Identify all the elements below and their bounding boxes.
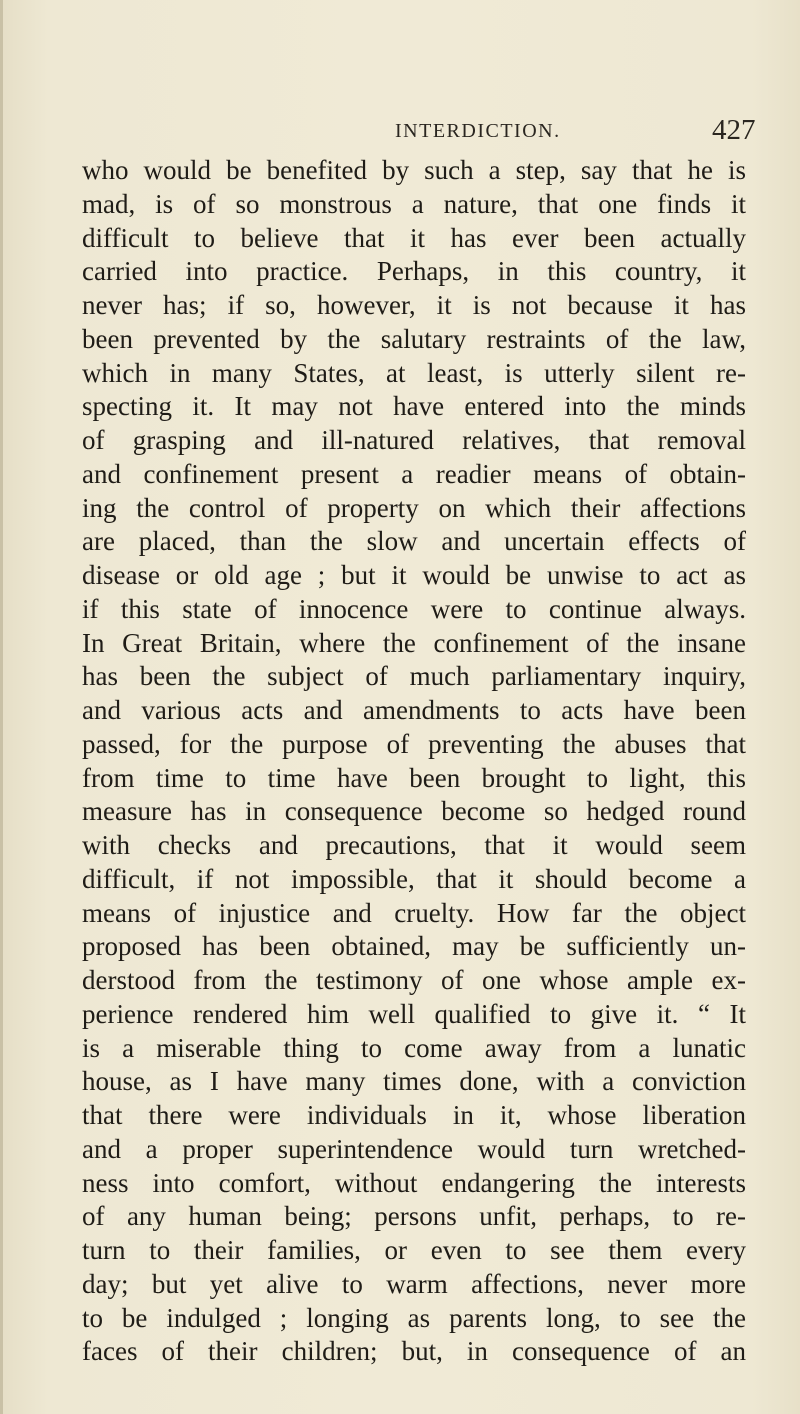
page-number: 427 — [712, 114, 756, 146]
text-line: with checks and precautions, that it would seem — [82, 830, 746, 860]
text-line: is a miserable thing to come away from a lunatic — [82, 1032, 746, 1063]
text-line: which in many States, at least, is utterly silent re- — [82, 357, 746, 388]
text-line: day; but yet alive to warm affections, never more — [82, 1268, 746, 1299]
text-line: and various acts and amendments to acts have been — [82, 695, 746, 725]
text-line: has been the subject of much parliamentary inquiry, — [82, 661, 746, 692]
text-line: from time to time have been brought to light, this — [82, 762, 746, 793]
text-line: ness into comfort, without endangering the interests — [82, 1167, 746, 1198]
text-line: measure has in consequence become so hedged round — [82, 796, 746, 827]
text-line: if this state of innocence were to continue always. — [82, 593, 746, 624]
page-header — [0, 100, 800, 146]
text-line: means of injustice and cruelty. How far the object — [82, 897, 746, 928]
text-line: mad, is of so monstrous a nature, that one finds it — [82, 188, 746, 219]
text-line: perience rendered him well qualified to give it. “ It — [82, 998, 746, 1029]
text-line: difficult, if not impossible, that it should become a — [82, 863, 746, 894]
text-line: of any human being; persons unfit, perhaps, to re- — [82, 1201, 746, 1232]
text-line: faces of their children; but, in consequence of an — [82, 1336, 746, 1367]
text-line: of grasping and ill-natured relatives, that removal — [82, 425, 746, 455]
text-line: that there were individuals in it, whose liberation — [82, 1100, 746, 1130]
text-line: who would be benefited by such a step, say that he is — [82, 155, 746, 185]
text-line: to be indulged ; longing as parents long, to see the — [82, 1302, 746, 1333]
body-text — [82, 154, 746, 1369]
text-line: house, as I have many times done, with a conviction — [82, 1066, 746, 1097]
text-line: carried into practice. Perhaps, in this country, it — [82, 256, 746, 287]
text-line: are placed, than the slow and uncertain effects of — [82, 526, 746, 557]
text-line: and confinement present a readier means of obtain- — [82, 458, 746, 489]
text-line: turn to their families, or even to see them every — [82, 1235, 746, 1265]
text-line: never has; if so, however, it is not because it has — [82, 290, 746, 320]
page-edge — [0, 0, 3, 1414]
text-line: derstood from the testimony of one whose ample ex- — [82, 965, 746, 995]
text-line: been prevented by the salutary restraints of the law, — [82, 323, 746, 354]
text-line: proposed has been obtained, may be sufficiently un- — [82, 931, 746, 962]
text-line: specting it. It may not have entered into the minds — [82, 391, 746, 422]
text-line: ing the control of property on which their affections — [82, 492, 746, 523]
text-line: difficult to believe that it has ever been actually — [82, 222, 746, 253]
running-title: INTERDICTION. — [395, 120, 561, 142]
text-line: disease or old age ; but it would be unwise to act as — [82, 560, 746, 590]
text-line: In Great Britain, where the confinement of the insane — [82, 627, 746, 658]
text-line: passed, for the purpose of preventing the abuses that — [82, 728, 746, 759]
text-line: and a proper superintendence would turn wretched- — [82, 1133, 746, 1164]
